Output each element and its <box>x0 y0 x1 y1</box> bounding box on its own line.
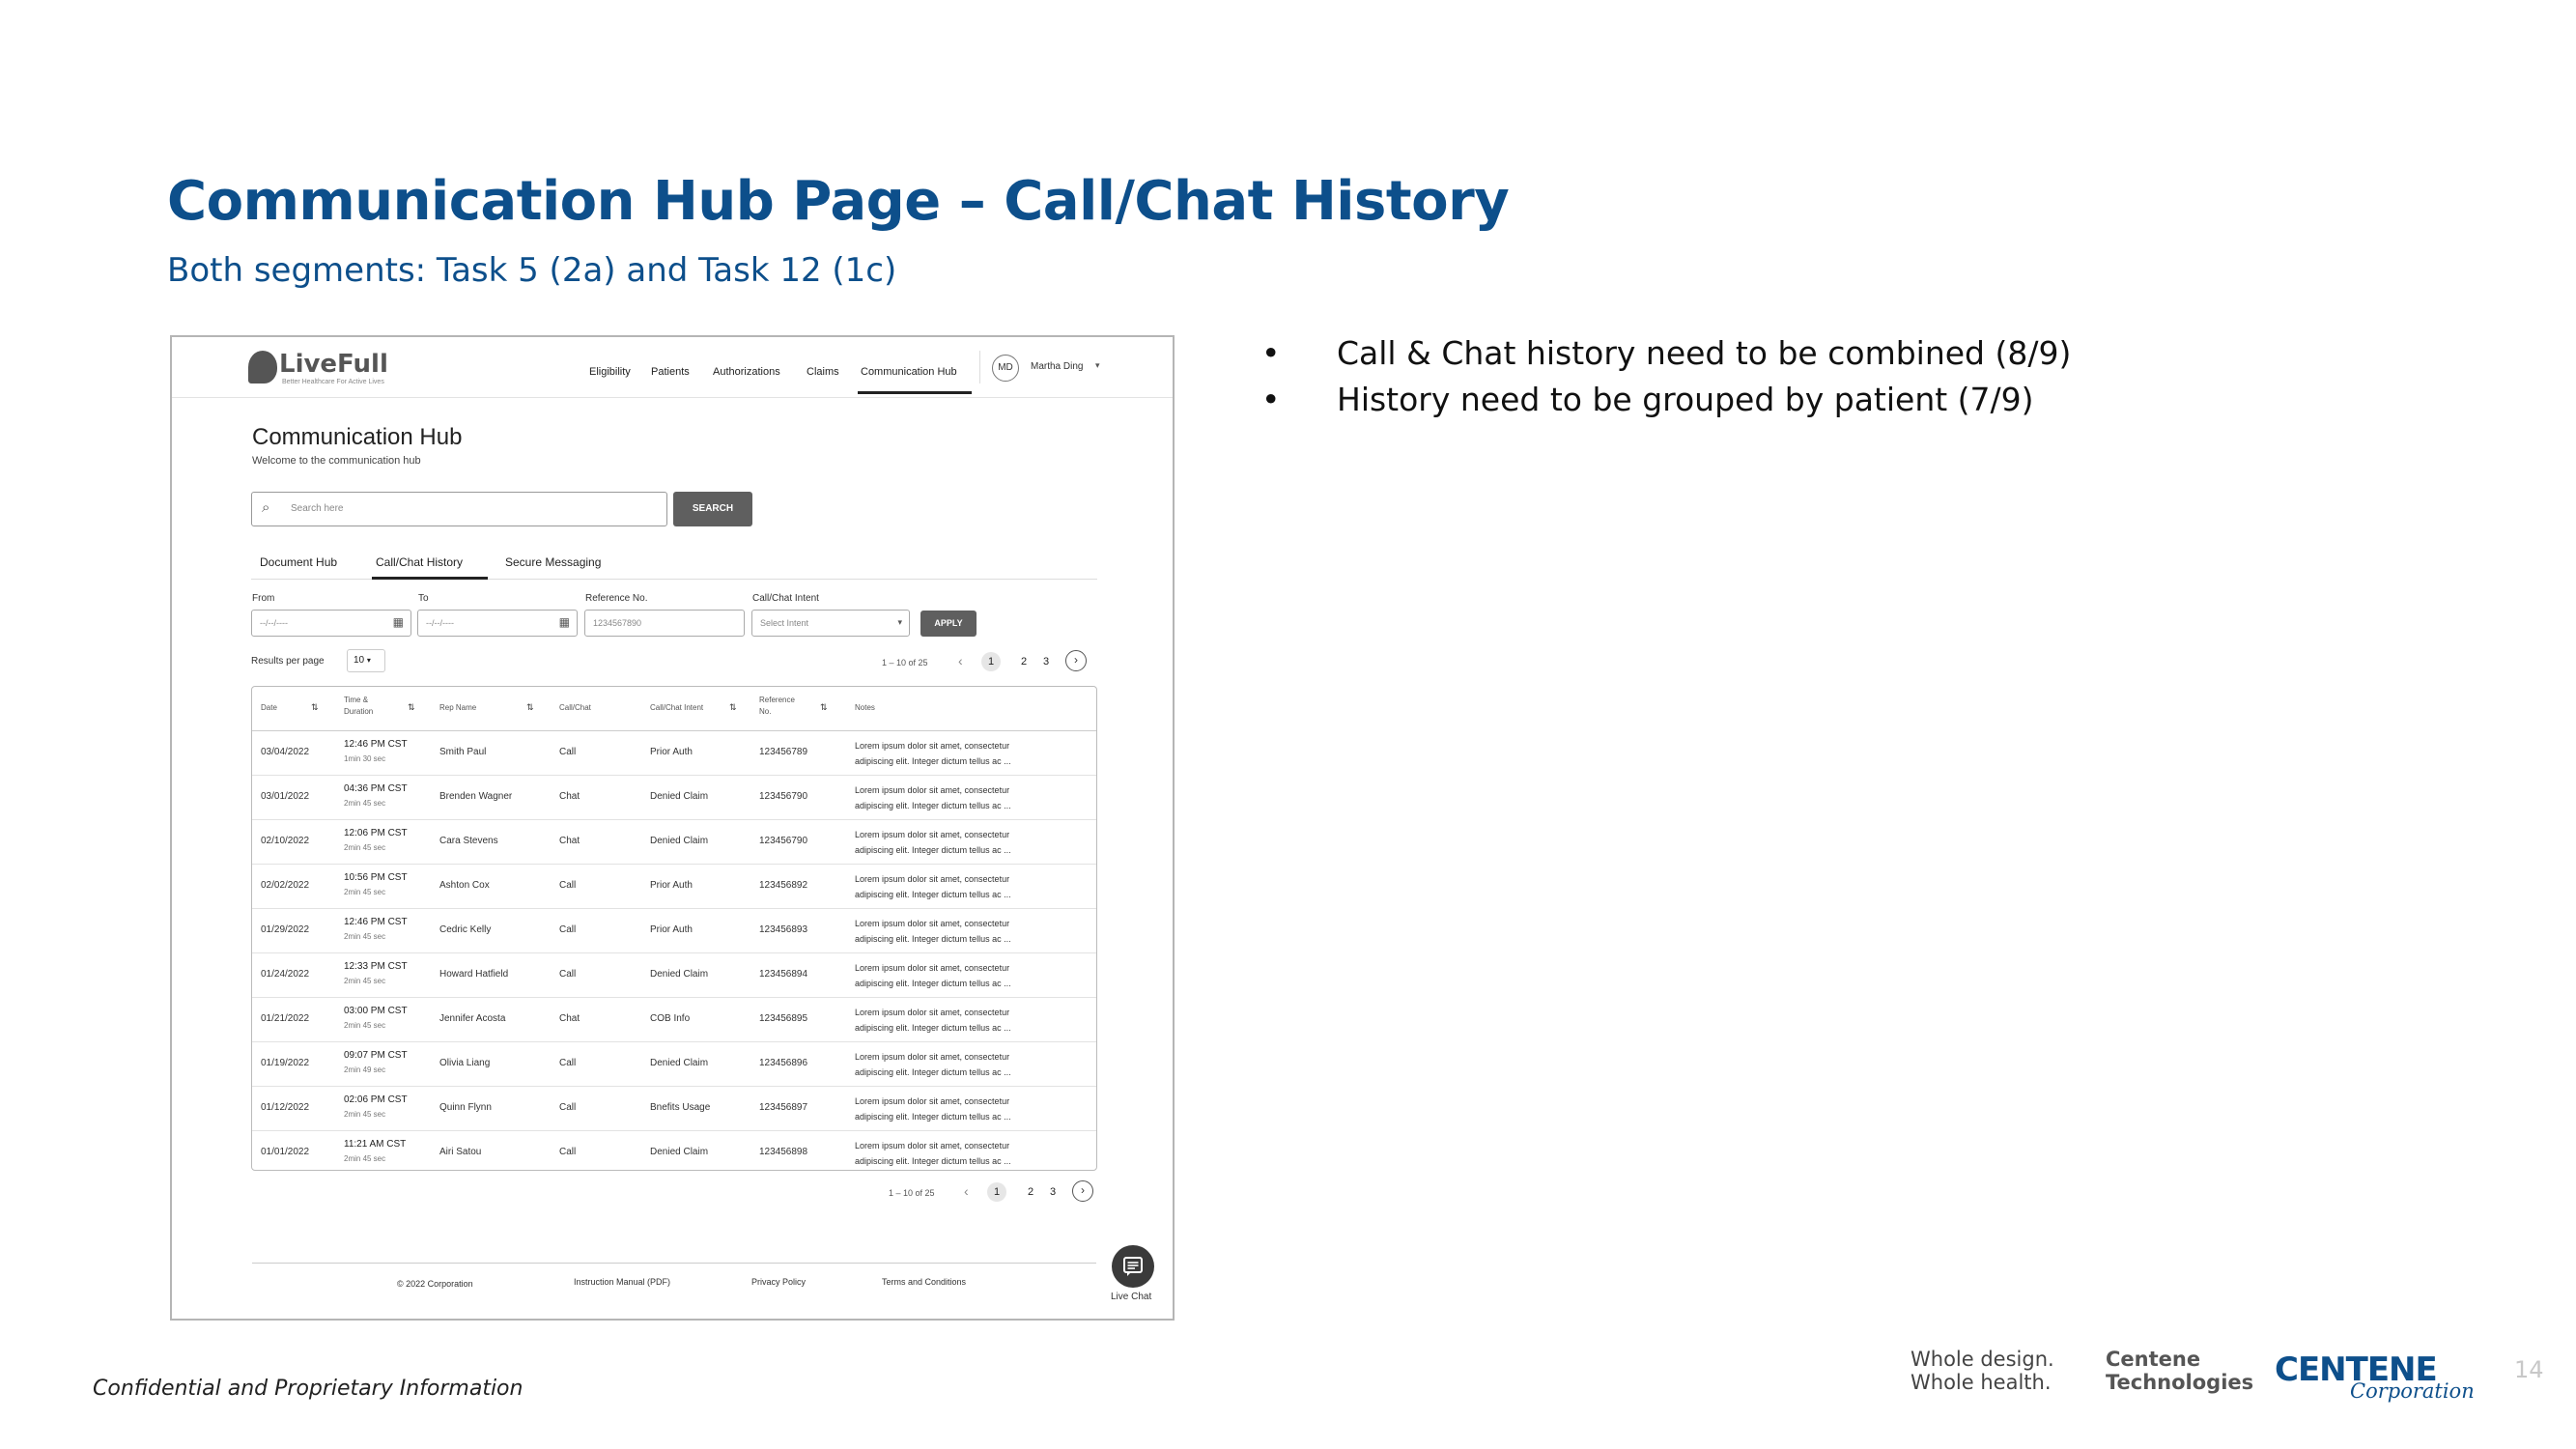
from-placeholder: --/--/---- <box>260 618 288 628</box>
finding-item: • Call & Chat history need to be combined (8/9) <box>1261 334 2071 381</box>
row-note-line2: adipiscing elit. Integer dictum tellus ac ... <box>855 756 1011 766</box>
row-call-chat: Call <box>559 1102 577 1113</box>
row-notes <box>855 1049 1011 1080</box>
tagline-line2: Whole health. <box>1911 1371 2052 1394</box>
row-duration: 2min 45 sec <box>344 1110 386 1119</box>
row-rep-name: Smith Paul <box>439 747 487 757</box>
row-note-line2: adipiscing elit. Integer dictum tellus ac ... <box>855 1112 1011 1122</box>
sort-icon[interactable]: ⇅ <box>820 702 828 712</box>
row-intent: Denied Claim <box>650 969 709 980</box>
row-note-line1: Lorem ipsum dolor sit amet, consectetur <box>855 830 1010 839</box>
row-date: 01/19/2022 <box>261 1058 310 1068</box>
brand-tagline <box>1911 1348 2054 1394</box>
row-notes <box>855 1005 1011 1036</box>
intent-select[interactable] <box>751 610 910 637</box>
row-call-chat: Call <box>559 1147 577 1157</box>
row-note-line1: Lorem ipsum dolor sit amet, consectetur <box>855 785 1010 795</box>
row-intent: COB Info <box>650 1013 691 1024</box>
row-time: 09:07 PM CST <box>344 1050 408 1061</box>
reference-placeholder: 1234567890 <box>593 618 642 628</box>
calendar-icon[interactable]: ▦ <box>392 615 404 629</box>
finding-item: • History need to be grouped by patient (7/9) <box>1261 381 2071 427</box>
to-placeholder: --/--/---- <box>426 618 454 628</box>
results-per-page-select[interactable] <box>347 649 385 672</box>
row-duration: 2min 45 sec <box>344 932 386 941</box>
row-date: 01/12/2022 <box>261 1102 310 1113</box>
footer-manual-link[interactable]: Instruction Manual (PDF) <box>574 1277 671 1287</box>
row-reference: 123456894 <box>759 969 808 980</box>
row-note-line2: adipiscing elit. Integer dictum tellus ac ... <box>855 1156 1011 1166</box>
row-rep-name: Airi Satou <box>439 1147 482 1157</box>
row-time: 12:46 PM CST <box>344 739 408 750</box>
row-duration: 2min 45 sec <box>344 888 386 896</box>
col-ref-line2: No. <box>759 707 772 716</box>
table-row[interactable] <box>252 997 1096 1042</box>
row-time: 10:56 PM CST <box>344 872 408 883</box>
table-row[interactable] <box>252 819 1096 865</box>
row-note-line1: Lorem ipsum dolor sit amet, consectetur <box>855 741 1010 751</box>
row-intent: Denied Claim <box>650 791 709 802</box>
search-placeholder: Search here <box>291 503 344 514</box>
row-date: 01/24/2022 <box>261 969 310 980</box>
row-call-chat: Call <box>559 924 577 935</box>
app-logo[interactable]: LiveFull <box>279 350 388 379</box>
row-duration: 2min 49 sec <box>344 1065 386 1074</box>
logo-tagline: Better Healthcare For Active Lives <box>282 379 384 385</box>
row-note-line1: Lorem ipsum dolor sit amet, consectetur <box>855 963 1010 973</box>
search-icon: ⌕ <box>262 499 270 516</box>
row-intent: Prior Auth <box>650 747 693 757</box>
header-divider <box>979 351 980 384</box>
nav-communication-hub[interactable]: Communication Hub <box>861 366 957 378</box>
row-reference: 123456898 <box>759 1147 808 1157</box>
footer-copyright: © 2022 Corporation <box>397 1279 473 1289</box>
page-link-2[interactable]: 2 <box>1028 1186 1034 1198</box>
row-notes <box>855 738 1011 769</box>
row-reference: 123456895 <box>759 1013 808 1024</box>
slide-subtitle: Both segments: Task 5 (2a) and Task 12 (1c) <box>167 251 897 290</box>
row-notes <box>855 1094 1011 1124</box>
page-subtitle: Welcome to the communication hub <box>252 455 421 467</box>
row-note-line1: Lorem ipsum dolor sit amet, consectetur <box>855 1141 1010 1151</box>
chevron-down-icon: ▾ <box>366 656 371 665</box>
row-time: 12:33 PM CST <box>344 961 408 972</box>
table-row[interactable] <box>252 730 1096 776</box>
row-notes <box>855 916 1011 947</box>
active-tab-indicator <box>372 577 488 580</box>
tagline-line1: Whole design. <box>1911 1348 2054 1371</box>
footer-terms-link[interactable]: Terms and Conditions <box>882 1277 967 1287</box>
row-note-line1: Lorem ipsum dolor sit amet, consectetur <box>855 874 1010 884</box>
app-mockup-screenshot <box>170 335 1175 1321</box>
row-note-line2: adipiscing elit. Integer dictum tellus ac ... <box>855 1023 1011 1033</box>
col-time-line1: Time & <box>344 696 369 704</box>
intent-placeholder: Select Intent <box>760 618 809 628</box>
chevron-left-icon[interactable]: ‹ <box>964 1183 969 1199</box>
row-duration: 2min 45 sec <box>344 1021 386 1030</box>
row-note-line2: adipiscing elit. Integer dictum tellus ac ... <box>855 979 1011 988</box>
row-time: 02:06 PM CST <box>344 1094 408 1105</box>
centene-logo-subtitle: Corporation <box>2350 1379 2475 1403</box>
live-chat-button[interactable] <box>1112 1245 1154 1288</box>
row-duration: 2min 45 sec <box>344 1154 386 1163</box>
row-date: 02/10/2022 <box>261 836 310 846</box>
row-duration: 2min 45 sec <box>344 799 386 808</box>
table-row[interactable] <box>252 908 1096 953</box>
col-time[interactable] <box>344 695 373 718</box>
page-link-3[interactable]: 3 <box>1043 656 1050 668</box>
table-row[interactable] <box>252 1041 1096 1087</box>
row-note-line2: adipiscing elit. Integer dictum tellus ac ... <box>855 845 1011 855</box>
tab-call-chat-history[interactable]: Call/Chat History <box>376 555 464 569</box>
tab-secure-messaging[interactable]: Secure Messaging <box>505 555 602 569</box>
chevron-right-icon[interactable]: › <box>1065 650 1087 671</box>
pagination-range-bottom: 1 – 10 of 25 <box>889 1188 935 1198</box>
row-rep-name: Quinn Flynn <box>439 1102 492 1113</box>
row-date: 03/01/2022 <box>261 791 310 802</box>
sort-icon[interactable]: ⇅ <box>729 702 737 712</box>
to-label: To <box>418 593 429 604</box>
row-note-line1: Lorem ipsum dolor sit amet, consectetur <box>855 1052 1010 1062</box>
row-note-line2: adipiscing elit. Integer dictum tellus ac ... <box>855 890 1011 899</box>
row-reference: 123456790 <box>759 791 808 802</box>
row-time: 11:21 AM CST <box>344 1139 407 1150</box>
reference-label: Reference No. <box>585 593 648 604</box>
table-row[interactable] <box>252 864 1096 909</box>
results-per-page-value: 10 <box>354 655 365 666</box>
row-intent: Denied Claim <box>650 836 709 846</box>
row-call-chat: Call <box>559 1058 577 1068</box>
footer-privacy-link[interactable]: Privacy Policy <box>751 1277 807 1287</box>
row-rep-name: Ashton Cox <box>439 880 490 891</box>
nav-active-indicator <box>858 391 972 394</box>
tech-line1: Centene <box>2106 1348 2201 1371</box>
sort-icon[interactable]: ⇅ <box>526 702 534 712</box>
row-note-line2: adipiscing elit. Integer dictum tellus ac ... <box>855 934 1011 944</box>
row-reference: 123456790 <box>759 836 808 846</box>
row-notes <box>855 960 1011 991</box>
row-call-chat: Call <box>559 969 577 980</box>
footer-divider <box>252 1263 1096 1264</box>
table-row[interactable] <box>252 775 1096 820</box>
table-row[interactable] <box>252 952 1096 998</box>
chevron-right-icon[interactable]: › <box>1072 1180 1093 1202</box>
row-intent: Denied Claim <box>650 1147 709 1157</box>
row-rep-name: Brenden Wagner <box>439 791 513 802</box>
call-chat-history-table <box>251 686 1097 1171</box>
search-button[interactable]: SEARCH <box>673 492 752 526</box>
col-intent[interactable]: Call/Chat Intent <box>650 703 704 712</box>
row-intent: Denied Claim <box>650 1058 709 1068</box>
to-date-field[interactable] <box>417 610 578 637</box>
row-reference: 123456893 <box>759 924 808 935</box>
row-date: 02/02/2022 <box>261 880 310 891</box>
row-date: 03/04/2022 <box>261 747 310 757</box>
chat-icon <box>1112 1245 1154 1288</box>
row-rep-name: Olivia Liang <box>439 1058 491 1068</box>
sort-icon[interactable]: ⇅ <box>311 702 319 712</box>
row-time: 04:36 PM CST <box>344 783 408 794</box>
row-date: 01/21/2022 <box>261 1013 310 1024</box>
row-reference: 123456892 <box>759 880 808 891</box>
page-link-3[interactable]: 3 <box>1050 1186 1057 1198</box>
apply-button[interactable]: APPLY <box>920 611 977 637</box>
row-rep-name: Howard Hatfield <box>439 969 509 980</box>
row-time: 12:46 PM CST <box>344 917 408 927</box>
chevron-left-icon[interactable]: ‹ <box>958 653 963 668</box>
from-label: From <box>252 593 275 604</box>
centene-logo: CENTENE <box>2275 1350 2437 1389</box>
pagination-range: 1 – 10 of 25 <box>882 658 928 668</box>
col-date[interactable]: Date <box>261 703 277 712</box>
reference-number-field[interactable] <box>584 610 745 637</box>
row-call-chat: Chat <box>559 1013 580 1024</box>
row-rep-name: Cara Stevens <box>439 836 498 846</box>
row-call-chat: Call <box>559 747 577 757</box>
row-intent: Prior Auth <box>650 924 693 935</box>
row-note-line1: Lorem ipsum dolor sit amet, consectetur <box>855 1008 1010 1017</box>
search-input[interactable] <box>251 492 667 526</box>
row-intent: Bnefits Usage <box>650 1102 711 1113</box>
page-link-1[interactable]: 1 <box>981 652 1001 671</box>
row-call-chat: Chat <box>559 791 580 802</box>
intent-label: Call/Chat Intent <box>752 593 819 604</box>
chevron-down-icon[interactable]: ▾ <box>897 617 902 627</box>
row-time: 03:00 PM CST <box>344 1006 408 1016</box>
tech-line2: Technologies <box>2106 1371 2254 1394</box>
results-per-page-label: Results per page <box>251 656 325 667</box>
table-header <box>252 687 1096 731</box>
live-chat-label[interactable]: Live Chat <box>1111 1292 1152 1302</box>
nav-patients[interactable]: Patients <box>651 366 690 378</box>
row-notes <box>855 827 1011 858</box>
row-reference: 123456789 <box>759 747 808 757</box>
row-call-chat: Chat <box>559 836 580 846</box>
row-note-line1: Lorem ipsum dolor sit amet, consectetur <box>855 1096 1010 1106</box>
col-reference[interactable] <box>759 695 795 718</box>
row-notes <box>855 871 1011 902</box>
row-rep-name: Cedric Kelly <box>439 924 492 935</box>
findings-list <box>1261 334 2071 427</box>
tab-document-hub[interactable]: Document Hub <box>260 555 338 569</box>
page-number: 14 <box>2514 1356 2544 1383</box>
row-note-line2: adipiscing elit. Integer dictum tellus ac ... <box>855 801 1011 810</box>
nav-eligibility[interactable]: Eligibility <box>589 366 631 378</box>
nav-claims[interactable]: Claims <box>807 366 839 378</box>
row-reference: 123456896 <box>759 1058 808 1068</box>
row-date: 01/29/2022 <box>261 924 310 935</box>
calendar-icon[interactable]: ▦ <box>558 615 570 629</box>
row-duration: 2min 45 sec <box>344 843 386 852</box>
centene-technologies-logo <box>2106 1348 2253 1394</box>
chevron-down-icon[interactable]: ▾ <box>1095 360 1100 370</box>
row-notes <box>855 1138 1011 1169</box>
page-link-2[interactable]: 2 <box>1021 656 1028 668</box>
row-time: 12:06 PM CST <box>344 828 408 838</box>
row-reference: 123456897 <box>759 1102 808 1113</box>
app-header <box>172 337 1173 398</box>
page-title: Communication Hub <box>252 424 463 450</box>
col-time-line2: Duration <box>344 707 374 716</box>
slide-title: Communication Hub Page – Call/Chat History <box>167 170 1510 233</box>
livefull-logo-icon <box>248 351 277 384</box>
col-call-chat[interactable]: Call/Chat <box>559 703 591 712</box>
col-ref-line1: Reference <box>759 696 795 704</box>
table-row[interactable] <box>252 1130 1096 1171</box>
user-name[interactable]: Martha Ding <box>1031 361 1084 372</box>
row-call-chat: Call <box>559 880 577 891</box>
col-notes[interactable]: Notes <box>855 703 875 712</box>
row-intent: Prior Auth <box>650 880 693 891</box>
row-note-line2: adipiscing elit. Integer dictum tellus ac ... <box>855 1067 1011 1077</box>
user-avatar[interactable]: MD <box>992 355 1019 382</box>
row-note-line1: Lorem ipsum dolor sit amet, consectetur <box>855 919 1010 928</box>
row-duration: 1min 30 sec <box>344 754 386 763</box>
col-rep-name[interactable]: Rep Name <box>439 703 477 712</box>
nav-authorizations[interactable]: Authorizations <box>713 366 780 378</box>
table-row[interactable] <box>252 1086 1096 1131</box>
from-date-field[interactable] <box>251 610 411 637</box>
row-date: 01/01/2022 <box>261 1147 310 1157</box>
row-notes <box>855 782 1011 813</box>
row-rep-name: Jennifer Acosta <box>439 1013 506 1024</box>
row-duration: 2min 45 sec <box>344 977 386 985</box>
page-link-1[interactable]: 1 <box>987 1182 1006 1202</box>
sort-icon[interactable]: ⇅ <box>408 702 415 712</box>
confidential-note: Confidential and Proprietary Information <box>93 1377 524 1401</box>
